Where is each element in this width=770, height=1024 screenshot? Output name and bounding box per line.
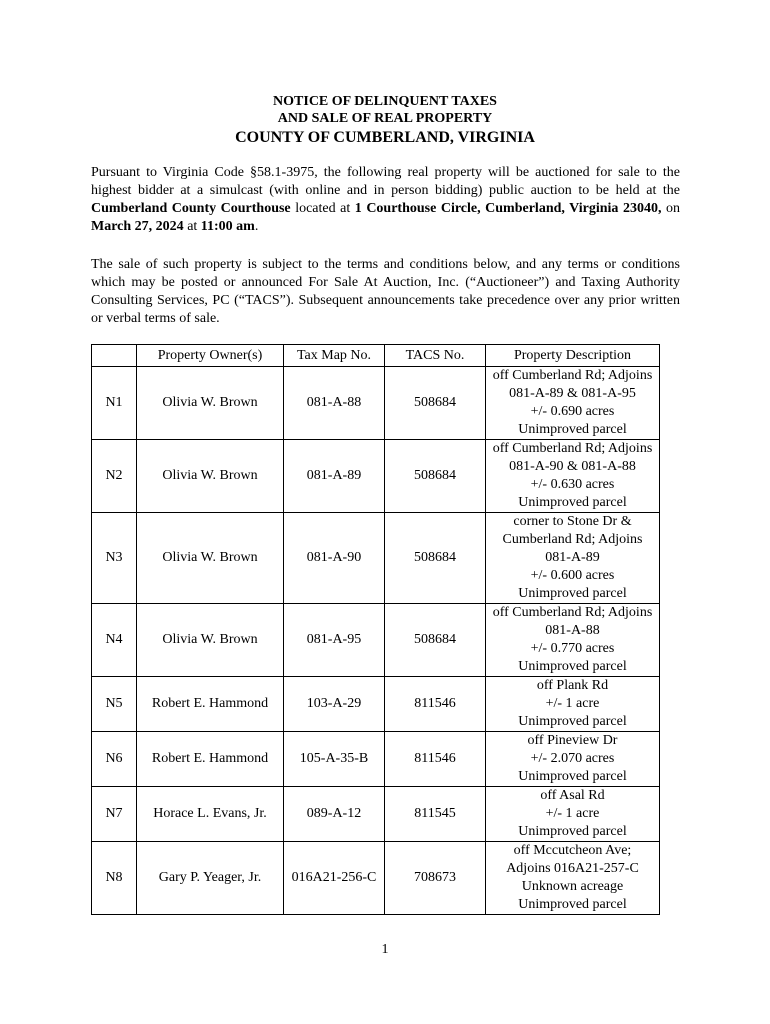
tacs-cell: 811546	[385, 677, 486, 732]
description-cell	[486, 513, 660, 604]
tax-map-cell: 081-A-95	[284, 604, 385, 677]
description-line: off Cumberland Rd; Adjoins	[492, 605, 653, 620]
owner-cell: Olivia W. Brown	[137, 367, 284, 440]
tax-map-cell: 016A21-256-C	[284, 842, 385, 915]
description-line: +/- 2.070 acres	[530, 751, 615, 766]
tax-map-cell: 103-A-29	[284, 677, 385, 732]
description-cell	[486, 732, 660, 787]
description-line: +/- 0.600 acres	[530, 568, 615, 583]
intro-location: Cumberland County Courthouse	[91, 201, 291, 216]
table-row	[92, 604, 660, 677]
table-row	[92, 513, 660, 604]
description-line: off Pineview Dr	[527, 733, 618, 748]
description-line: Unknown acreage	[521, 879, 624, 894]
description-line: Unimproved parcel	[518, 897, 627, 912]
table-row	[92, 732, 660, 787]
notice-title-line-2: AND SALE OF REAL PROPERTY	[277, 111, 493, 126]
description-cell	[486, 440, 660, 513]
table-header-row	[92, 345, 660, 367]
description-cell	[486, 677, 660, 732]
description-line: off Asal Rd	[540, 788, 605, 803]
notice-title-line-3: COUNTY OF CUMBERLAND, VIRGINIA	[235, 129, 535, 146]
intro-text-1: Pursuant to Virginia Code §58.1-3975, the following real property will be auctioned for sale to the highest bidder at a simulcast (with online and in person bidding) public auction to be held at the	[91, 165, 680, 198]
intro-date: March 27, 2024	[91, 219, 184, 234]
description-line: +/- 0.770 acres	[530, 641, 615, 656]
owner-cell: Robert E. Hammond	[137, 732, 284, 787]
description-line: corner to Stone Dr &	[513, 514, 632, 529]
header-description: Property Description	[486, 345, 660, 367]
tacs-cell: 508684	[385, 440, 486, 513]
notice-title-line-1: NOTICE OF DELINQUENT TAXES	[273, 94, 497, 109]
owner-cell: Horace L. Evans, Jr.	[137, 787, 284, 842]
row-id: N6	[92, 732, 137, 787]
description-cell	[486, 842, 660, 915]
description-line: off Plank Rd	[536, 678, 609, 693]
description-line: +/- 0.690 acres	[530, 404, 615, 419]
row-id: N4	[92, 604, 137, 677]
description-line: +/- 1 acre	[545, 806, 600, 821]
description-line: 081-A-89	[545, 550, 600, 565]
description-line: off Mccutcheon Ave;	[513, 843, 632, 858]
tacs-cell: 508684	[385, 513, 486, 604]
tax-map-cell: 081-A-88	[284, 367, 385, 440]
header-owner: Property Owner(s)	[137, 345, 284, 367]
intro-paragraph	[91, 164, 680, 236]
description-line: 081-A-88	[545, 623, 600, 638]
description-line: 081-A-89 & 081-A-95	[509, 386, 636, 401]
table-row	[92, 787, 660, 842]
description-cell	[486, 367, 660, 440]
table-row	[92, 440, 660, 513]
tacs-cell: 811546	[385, 732, 486, 787]
description-line: +/- 0.630 acres	[530, 477, 615, 492]
description-cell	[486, 787, 660, 842]
owner-cell: Olivia W. Brown	[137, 513, 284, 604]
header-id	[92, 345, 137, 367]
description-line: Unimproved parcel	[518, 422, 627, 437]
description-line: Unimproved parcel	[518, 769, 627, 784]
row-id: N7	[92, 787, 137, 842]
description-line: off Cumberland Rd; Adjoins	[492, 441, 653, 456]
description-line: Unimproved parcel	[518, 586, 627, 601]
row-id: N5	[92, 677, 137, 732]
row-id: N2	[92, 440, 137, 513]
page-number: 1	[381, 942, 389, 957]
description-cell	[486, 604, 660, 677]
intro-text-5: .	[254, 219, 259, 234]
tacs-cell: 508684	[385, 367, 486, 440]
tax-map-cell: 089-A-12	[284, 787, 385, 842]
description-line: Unimproved parcel	[518, 495, 627, 510]
description-line: off Cumberland Rd; Adjoins	[492, 368, 653, 383]
tax-map-cell: 105-A-35-B	[284, 732, 385, 787]
intro-text-3: on	[661, 201, 680, 216]
description-line: Unimproved parcel	[518, 714, 627, 729]
header-map: Tax Map No.	[284, 345, 385, 367]
description-line: Adjoins 016A21-257-C	[506, 861, 639, 876]
owner-cell: Olivia W. Brown	[137, 604, 284, 677]
row-id: N1	[92, 367, 137, 440]
owner-cell: Robert E. Hammond	[137, 677, 284, 732]
description-line: +/- 1 acre	[545, 696, 600, 711]
row-id: N3	[92, 513, 137, 604]
description-line: Cumberland Rd; Adjoins	[502, 532, 643, 547]
description-line: 081-A-90 & 081-A-88	[509, 459, 636, 474]
intro-text-2: located at	[290, 201, 355, 216]
tacs-cell: 811545	[385, 787, 486, 842]
owner-cell: Gary P. Yeager, Jr.	[137, 842, 284, 915]
tax-map-cell: 081-A-90	[284, 513, 385, 604]
header-tacs: TACS No.	[385, 345, 486, 367]
tacs-cell: 508684	[385, 604, 486, 677]
property-table	[91, 344, 660, 915]
intro-text-4: at	[183, 219, 201, 234]
tax-map-cell: 081-A-89	[284, 440, 385, 513]
owner-cell: Olivia W. Brown	[137, 440, 284, 513]
table-row	[92, 677, 660, 732]
row-id: N8	[92, 842, 137, 915]
terms-paragraph: The sale of such property is subject to the terms and conditions below, and any terms or conditions which may be posted or announced For Sale At Auction, Inc. (“Auctioneer”) and Taxing Authority Consulting Services, PC (“TACS”). Subsequent announcements take precedence over any prior written or verbal terms of sale.	[91, 257, 680, 326]
intro-address: 1 Courthouse Circle, Cumberland, Virginia 23040,	[354, 201, 662, 216]
table-row	[92, 842, 660, 915]
tacs-cell: 708673	[385, 842, 486, 915]
description-line: Unimproved parcel	[518, 659, 627, 674]
description-line: Unimproved parcel	[518, 824, 627, 839]
table-row	[92, 367, 660, 440]
intro-time: 11:00 am	[200, 219, 255, 234]
